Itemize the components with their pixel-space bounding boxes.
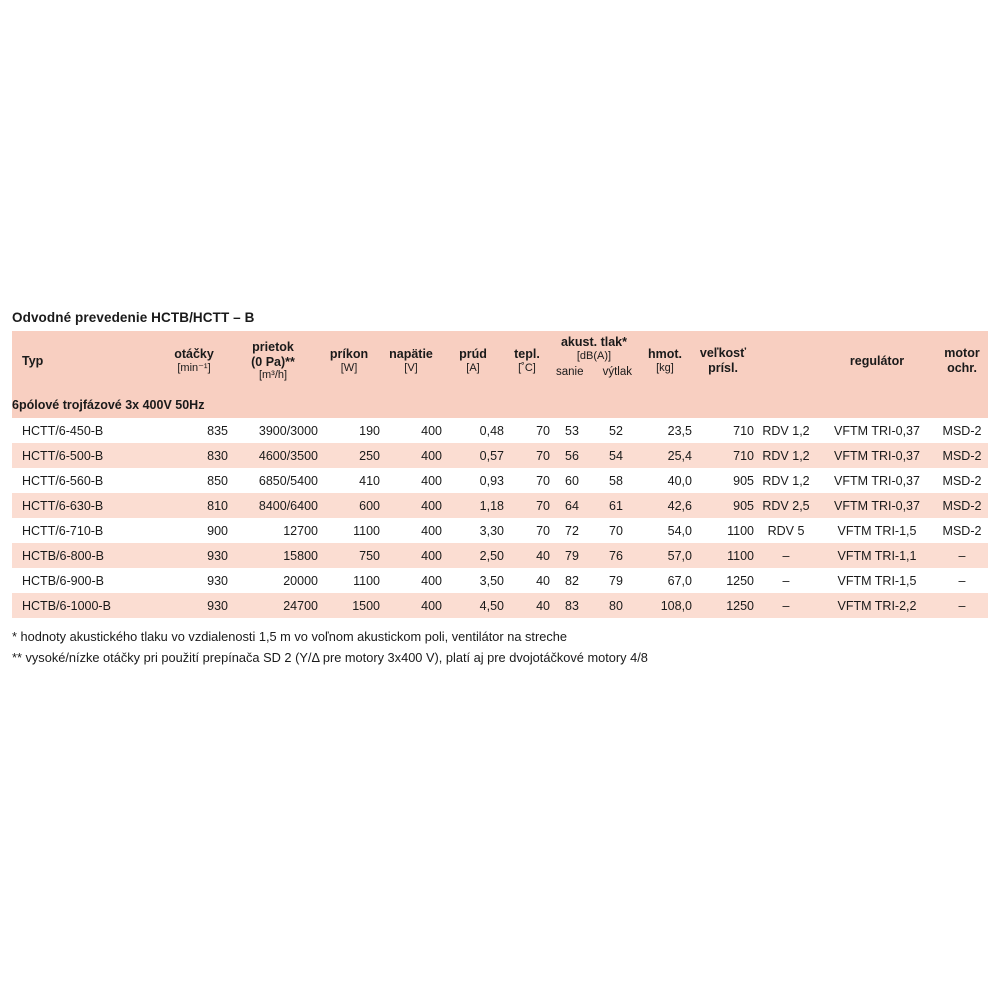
header-motor-title: motor [944,346,980,361]
cell-ac-in: 53 [550,418,594,443]
cell-ac-out: 58 [594,468,638,493]
header-temp-unit: [˚C] [518,361,536,374]
cell-power: 1100 [318,568,380,593]
cell-temp: 70 [504,418,550,443]
cell-regulator: VFTM TRI-1,1 [818,543,936,568]
cell-ac-out: 61 [594,493,638,518]
cell-motor: – [936,543,988,568]
cell-temp: 40 [504,543,550,568]
table-row [12,518,988,543]
header-acoustic-unit: [dB(A)] [576,349,612,362]
cell-rpm: 930 [160,593,228,618]
cell-power: 750 [318,543,380,568]
cell-flow: 3900/3000 [228,418,318,443]
header-voltage [380,331,442,391]
spec-sheet [12,310,988,668]
cell-rpm: 930 [160,543,228,568]
header-current [442,331,504,391]
cell-voltage: 400 [380,593,442,618]
cell-size: 905 [692,468,754,493]
note-double-asterisk: ** vysoké/nízke otáčky pri použití prepínača SD 2 (Y/Δ pre motory 3x400 V), platí aj pre dvojotáčkové motory 4/8 [12,649,648,665]
cell-ac-out: 54 [594,443,638,468]
cell-type: HCTB/6-1000-B [12,593,160,618]
cell-ac-in: 64 [550,493,594,518]
cell-voltage: 400 [380,468,442,493]
cell-power: 1100 [318,518,380,543]
header-size [692,331,754,391]
cell-temp: 70 [504,518,550,543]
cell-motor: MSD-2 [936,493,988,518]
cell-voltage: 400 [380,493,442,518]
cell-ac-in: 82 [550,568,594,593]
cell-temp: 70 [504,443,550,468]
cell-weight: 42,6 [638,493,692,518]
table-row [12,468,988,493]
cell-ac-out: 52 [594,418,638,443]
header-weight-title: hmot. [647,347,683,362]
header-motor [936,331,988,391]
table-row [12,593,988,618]
cell-motor: MSD-2 [936,518,988,543]
cell-ac-in: 72 [550,518,594,543]
header-rpm-unit: [min⁻¹] [177,361,211,374]
header-type: Typ [12,331,160,391]
cell-size: 905 [692,493,754,518]
cell-weight: 40,0 [638,468,692,493]
header-current-title: prúd [459,347,487,362]
table-row [12,493,988,518]
cell-accessory: RDV 1,2 [754,443,818,468]
cell-regulator: VFTM TRI-1,5 [818,518,936,543]
cell-current: 0,93 [442,468,504,493]
header-acoustic-in: sanie [556,365,584,378]
cell-flow: 24700 [228,593,318,618]
cell-weight: 57,0 [638,543,692,568]
cell-rpm: 830 [160,443,228,468]
cell-size: 710 [692,418,754,443]
cell-power: 190 [318,418,380,443]
cell-rpm: 810 [160,493,228,518]
cell-temp: 40 [504,593,550,618]
header-rpm-title: otáčky [174,347,214,362]
cell-motor: – [936,568,988,593]
cell-type: HCTT/6-450-B [12,418,160,443]
header-flow [228,331,318,391]
cell-voltage: 400 [380,443,442,468]
cell-regulator: VFTM TRI-0,37 [818,418,936,443]
cell-size: 1100 [692,518,754,543]
cell-type: HCTT/6-710-B [12,518,160,543]
cell-rpm: 850 [160,468,228,493]
header-weight-unit: [kg] [656,361,674,374]
cell-rpm: 835 [160,418,228,443]
cell-type: HCTB/6-900-B [12,568,160,593]
cell-temp: 70 [504,493,550,518]
cell-rpm: 900 [160,518,228,543]
cell-ac-out: 80 [594,593,638,618]
cell-flow: 6850/5400 [228,468,318,493]
cell-power: 410 [318,468,380,493]
header-flow-unit: [m³/h] [258,369,288,382]
cell-flow: 20000 [228,568,318,593]
header-current-unit: [A] [466,361,480,374]
cell-regulator: VFTM TRI-1,5 [818,568,936,593]
table-row [12,543,988,568]
cell-regulator: VFTM TRI-2,2 [818,593,936,618]
cell-current: 3,30 [442,518,504,543]
table-row [12,568,988,593]
cell-ac-out: 76 [594,543,638,568]
header-temp [504,331,550,391]
cell-size: 1100 [692,543,754,568]
cell-ac-out: 79 [594,568,638,593]
table-row [12,443,988,468]
note-asterisk: * hodnoty akustického tlaku vo vzdialenosti 1,5 m vo voľnom akustickom poli, ventilátor na streche [12,629,567,644]
cell-type: HCTB/6-800-B [12,543,160,568]
cell-current: 2,50 [442,543,504,568]
cell-size: 1250 [692,593,754,618]
header-acoustic-title: akust. tlak* [560,335,627,349]
cell-motor: – [936,593,988,618]
cell-power: 250 [318,443,380,468]
cell-ac-out: 70 [594,518,638,543]
table-notes [12,627,988,668]
header-size-title: veľkosť [699,346,747,361]
table-row [12,418,988,443]
header-accessory [754,331,818,391]
cell-flow: 4600/3500 [228,443,318,468]
cell-current: 0,57 [442,443,504,468]
cell-current: 3,50 [442,568,504,593]
cell-motor: MSD-2 [936,468,988,493]
cell-size: 1250 [692,568,754,593]
header-flow-sub: (0 Pa)** [251,354,295,369]
header-power-title: príkon [329,347,369,362]
header-size-sub: prísl. [708,361,738,375]
header-power [318,331,380,391]
cell-motor: MSD-2 [936,443,988,468]
cell-temp: 40 [504,568,550,593]
cell-current: 0,48 [442,418,504,443]
cell-accessory: – [754,568,818,593]
header-acoustic-out: výtlak [602,365,632,378]
table-caption: Odvodné prevedenie HCTB/HCTT – B [12,310,255,325]
header-acoustic [550,331,638,391]
header-power-unit: [W] [340,361,358,374]
header-weight [638,331,692,391]
cell-ac-in: 79 [550,543,594,568]
cell-regulator: VFTM TRI-0,37 [818,493,936,518]
table-body [12,418,988,618]
section-row [12,391,988,418]
cell-weight: 23,5 [638,418,692,443]
cell-type: HCTT/6-560-B [12,468,160,493]
header-motor-sub: ochr. [947,361,977,375]
cell-flow: 15800 [228,543,318,568]
cell-type: HCTT/6-630-B [12,493,160,518]
header-temp-title: tepl. [514,347,540,362]
cell-power: 1500 [318,593,380,618]
table-header-row [12,331,988,391]
cell-regulator: VFTM TRI-0,37 [818,468,936,493]
cell-current: 1,18 [442,493,504,518]
cell-size: 710 [692,443,754,468]
cell-flow: 12700 [228,518,318,543]
cell-weight: 54,0 [638,518,692,543]
header-voltage-unit: [V] [404,361,418,374]
cell-weight: 67,0 [638,568,692,593]
header-rpm [160,331,228,391]
cell-accessory: – [754,593,818,618]
section-label: 6pólové trojfázové 3x 400V 50Hz [12,391,988,418]
cell-current: 4,50 [442,593,504,618]
cell-accessory: RDV 1,2 [754,468,818,493]
cell-voltage: 400 [380,518,442,543]
header-flow-title: prietok [252,339,294,354]
cell-ac-in: 60 [550,468,594,493]
cell-temp: 70 [504,468,550,493]
cell-rpm: 930 [160,568,228,593]
specification-table [12,331,988,618]
cell-flow: 8400/6400 [228,493,318,518]
cell-weight: 25,4 [638,443,692,468]
cell-ac-in: 83 [550,593,594,618]
cell-voltage: 400 [380,543,442,568]
cell-motor: MSD-2 [936,418,988,443]
cell-voltage: 400 [380,418,442,443]
cell-power: 600 [318,493,380,518]
cell-ac-in: 56 [550,443,594,468]
cell-type: HCTT/6-500-B [12,443,160,468]
cell-weight: 108,0 [638,593,692,618]
cell-voltage: 400 [380,568,442,593]
cell-accessory: – [754,543,818,568]
header-voltage-title: napätie [389,347,433,362]
cell-accessory: RDV 2,5 [754,493,818,518]
cell-accessory: RDV 5 [754,518,818,543]
cell-regulator: VFTM TRI-0,37 [818,443,936,468]
header-regulator: regulátor [818,331,936,391]
cell-accessory: RDV 1,2 [754,418,818,443]
